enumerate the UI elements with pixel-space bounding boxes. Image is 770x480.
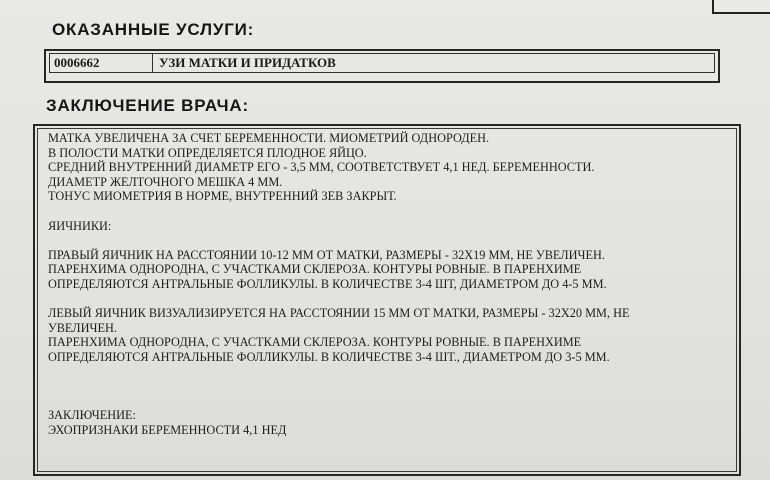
corner-frame [712, 0, 770, 14]
report-box [33, 124, 741, 476]
uterus-line: СРЕДНИЙ ВНУТРЕННИЙ ДИАМЕТР ЕГО - 3,5 ММ, СООТВЕТСТВУЕТ 4,1 НЕД. БЕРЕМЕННОСТИ. [48, 160, 595, 175]
uterus-line: ТОНУС МИОМЕТРИЯ В НОРМЕ, ВНУТРЕННИЙ ЗЕВ ЗАКРЫТ. [48, 189, 397, 204]
service-row [49, 53, 715, 73]
spacer [48, 394, 726, 409]
doctor-conclusion-heading: ЗАКЛЮЧЕНИЕ ВРАЧА: [46, 96, 249, 115]
spacer [48, 379, 726, 394]
right-ovary-line: ОПРЕДЕЛЯЮТСЯ АНТРАЛЬНЫЕ ФОЛЛИКУЛЫ. В КОЛИЧЕСТВЕ 3-4 ШТ, ДИАМЕТРОМ ДО 4-5 ММ. [48, 276, 607, 291]
spacer [48, 233, 726, 248]
spacer [48, 204, 726, 219]
right-ovary-line: ПАРЕНХИМА ОДНОРОДНА, С УЧАСТКАМИ СКЛЕРОЗА. КОНТУРЫ РОВНЫЕ. В ПАРЕНХИМЕ [48, 262, 582, 277]
left-ovary-line: УВЕЛИЧЕН. [48, 320, 117, 335]
service-code: 0006662 [50, 54, 153, 72]
uterus-line: МАТКА УВЕЛИЧЕНА ЗА СЧЕТ БЕРЕМЕННОСТИ. МИОМЕТРИЙ ОДНОРОДЕН. [48, 131, 490, 145]
services-table [44, 49, 720, 83]
summary-text: ЭХОПРИЗНАКИ БЕРЕМЕННОСТИ 4,1 НЕД [48, 422, 287, 437]
right-ovary-line: ПРАВЫЙ ЯИЧНИК НА РАССТОЯНИИ 10-12 ММ ОТ МАТКИ, РАЗМЕРЫ - 32Х19 ММ, НЕ УВЕЛИЧЕН. [48, 247, 605, 262]
services-heading: ОКАЗАННЫЕ УСЛУГИ: [52, 20, 255, 39]
ovaries-label: ЯИЧНИКИ: [48, 218, 112, 233]
spacer [48, 365, 726, 380]
spacer [48, 292, 726, 307]
left-ovary-line: ПАРЕНХИМА ОДНОРОДНА, С УЧАСТКАМИ СКЛЕРОЗА. КОНТУРЫ РОВНЫЕ. В ПАРЕНХИМЕ [48, 335, 582, 350]
service-name: УЗИ МАТКИ И ПРИДАТКОВ [159, 55, 336, 70]
summary-label: ЗАКЛЮЧЕНИЕ: [48, 408, 136, 423]
report-text [37, 128, 737, 472]
left-ovary-line: ОПРЕДЕЛЯЮТСЯ АНТРАЛЬНЫЕ ФОЛЛИКУЛЫ. В КОЛИЧЕСТВЕ 3-4 ШТ., ДИАМЕТРОМ ДО 3-5 ММ. [48, 349, 610, 364]
left-ovary-line: ЛЕВЫЙ ЯИЧНИК ВИЗУАЛИЗИРУЕТСЯ НА РАССТОЯНИИ 15 ММ ОТ МАТКИ, РАЗМЕРЫ - 32Х20 ММ, НЕ [48, 306, 630, 321]
uterus-line: В ПОЛОСТИ МАТКИ ОПРЕДЕЛЯЕТСЯ ПЛОДНОЕ ЯЙЦО. [48, 145, 367, 160]
uterus-line: ДИАМЕТР ЖЕЛТОЧНОГО МЕШКА 4 ММ. [48, 174, 283, 189]
